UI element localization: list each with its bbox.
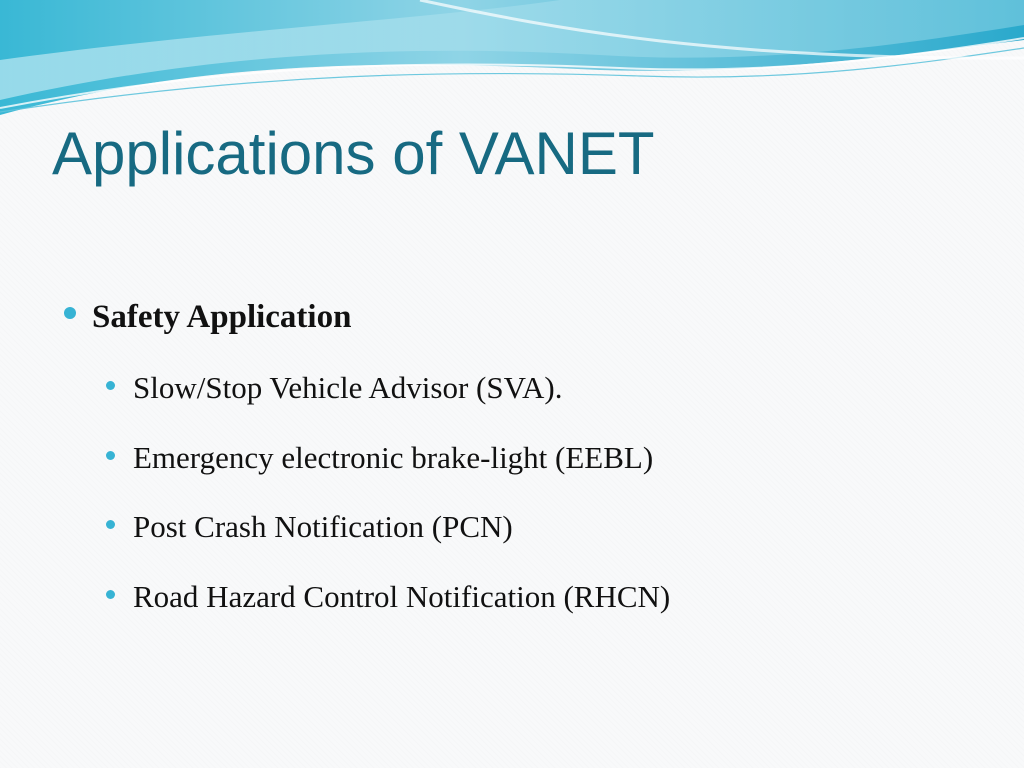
bullet-dot-icon bbox=[64, 307, 76, 319]
bullet-dot-icon bbox=[106, 520, 115, 529]
bullet-label: Safety Application bbox=[92, 298, 352, 335]
slide-title: Applications of VANET bbox=[52, 120, 655, 187]
sub-bullet-label: Post Crash Notification (PCN) bbox=[133, 509, 513, 544]
sub-bullet-label: Emergency electronic brake-light (EEBL) bbox=[133, 440, 654, 475]
sub-bullet-label: Road Hazard Control Notification (RHCN) bbox=[133, 579, 671, 614]
sub-bullet-label: Slow/Stop Vehicle Advisor (SVA). bbox=[133, 370, 563, 405]
bullet-dot-icon bbox=[106, 381, 115, 390]
sub-bullet-item bbox=[106, 368, 562, 408]
bullet-item-safety-application bbox=[64, 296, 351, 338]
sub-bullet-item bbox=[106, 577, 670, 617]
bullet-dot-icon bbox=[106, 451, 115, 460]
decorative-wave-header bbox=[0, 0, 1024, 120]
bullet-dot-icon bbox=[106, 590, 115, 599]
sub-bullet-item bbox=[106, 438, 653, 478]
sub-bullet-item bbox=[106, 507, 513, 547]
